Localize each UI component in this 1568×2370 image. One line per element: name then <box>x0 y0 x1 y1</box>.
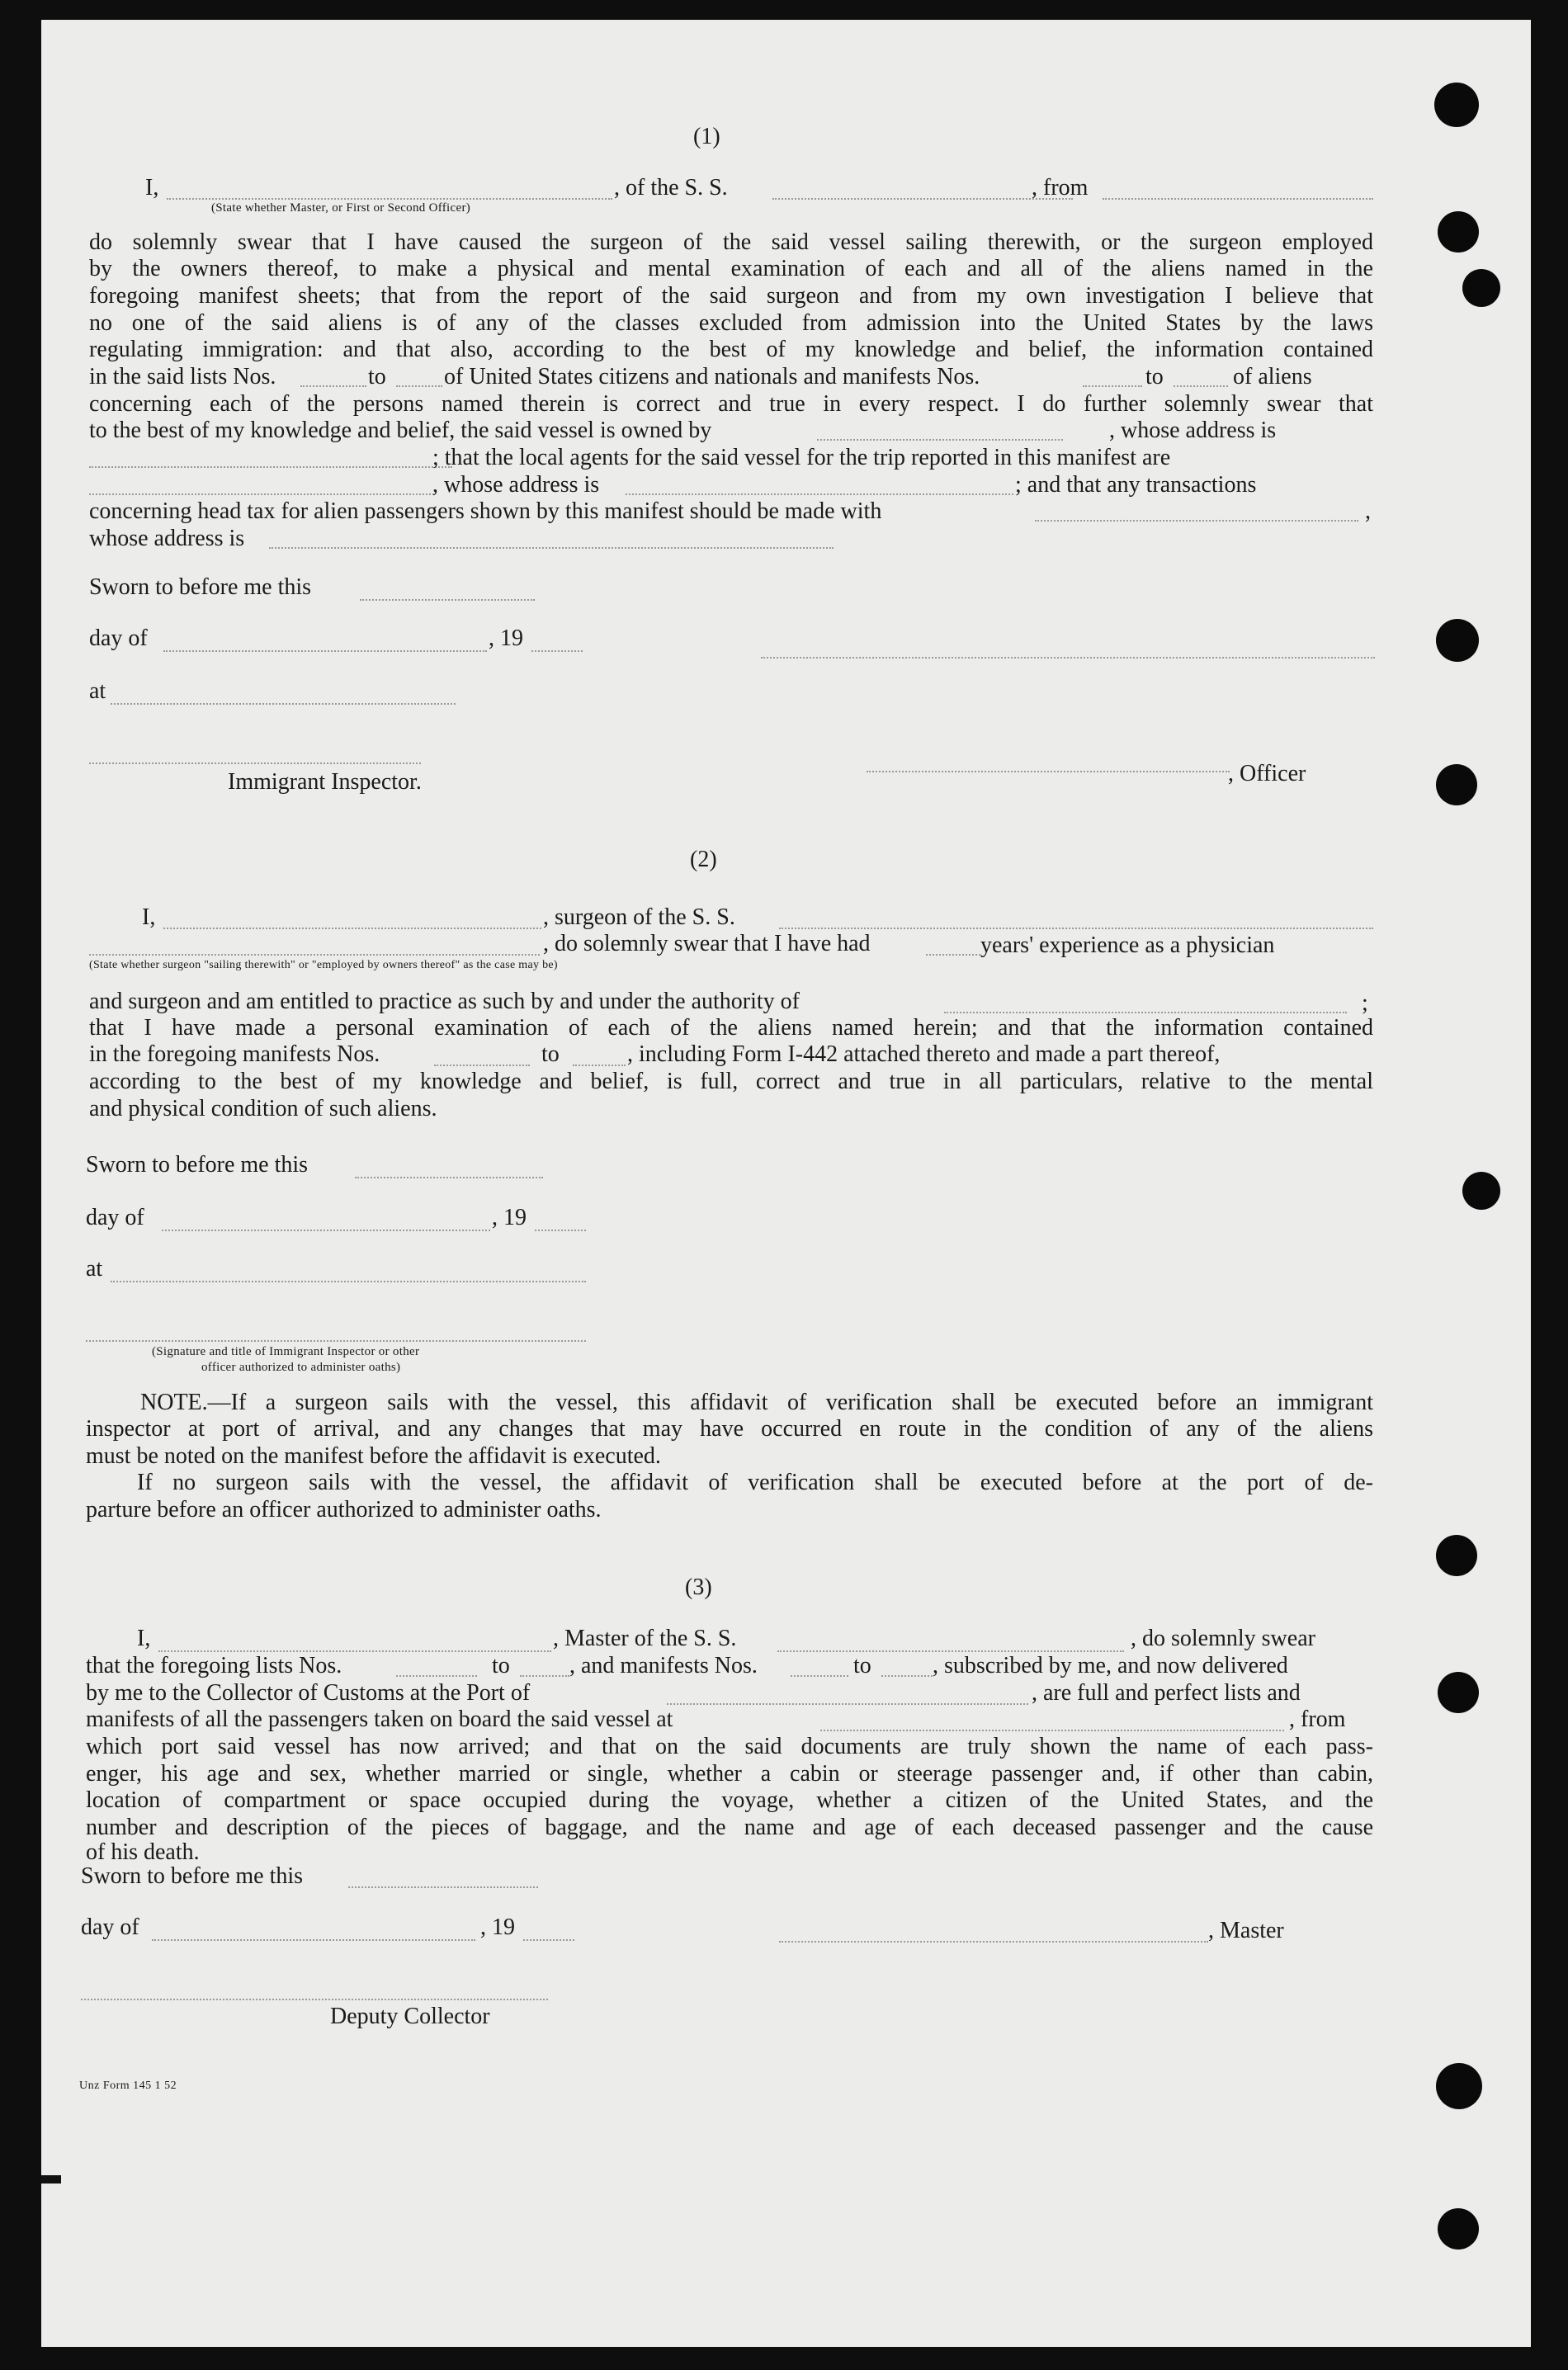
s1-headtax-party-field[interactable] <box>1035 520 1358 522</box>
s1-from-port-field[interactable] <box>1103 198 1373 200</box>
s3-l2-e: , subscribed by me, and now delivered <box>933 1653 1288 1678</box>
s3-body-line: which port said vessel has now arrived; and that on the said documents are truly shown the name of each pass- <box>86 1734 1373 1759</box>
s1-body-line: do solemnly swear that I have caused the surgeon of the said vessel sailing therewith, or the surgeon employed <box>89 229 1373 255</box>
s2-surgeon-type-field[interactable] <box>89 954 540 956</box>
s1-at-field[interactable] <box>111 703 456 705</box>
s3-master: , Master of the S. S. <box>553 1626 737 1651</box>
s1-officer: , Officer <box>1228 761 1306 786</box>
s1-whose-a: , whose address is <box>432 472 600 498</box>
s2-swear-a: , do solemnly swear that I have had <box>543 931 871 956</box>
s3-boarding-port-field[interactable] <box>820 1730 1284 1731</box>
s1-day-field[interactable] <box>163 650 487 652</box>
s3-lists-to-field[interactable] <box>520 1675 569 1677</box>
s3-day-of: day of <box>81 1914 139 1940</box>
punch-hole <box>1438 2208 1479 2250</box>
s2-authority-field[interactable] <box>944 1012 1347 1013</box>
punch-hole <box>1438 1672 1479 1713</box>
s3-l4-b: , from <box>1289 1707 1346 1732</box>
manifest-affidavit-page <box>41 20 1531 2347</box>
s2-body-line: that I have made a personal examination of each of the aliens named herein; and that the information contained <box>89 1015 1373 1041</box>
punch-hole <box>1438 211 1479 253</box>
s2-sig-note-1: (Signature and title of Immigrant Inspector or other <box>152 1345 420 1358</box>
s1-sworn: Sworn to before me this <box>89 574 312 600</box>
s1-officer-note: (State whether Master, or First or Second Officer) <box>211 201 471 215</box>
s1-manifests-from-field[interactable] <box>1083 385 1142 387</box>
s2-years-field[interactable] <box>926 954 980 956</box>
s3-l2-c: , and manifests Nos. <box>569 1653 758 1678</box>
s3-master-sig: , Master <box>1208 1918 1284 1943</box>
section-2-number: (2) <box>690 847 717 872</box>
s1-nos-c: of United States citizens and nationals and manifests Nos. <box>444 364 980 389</box>
s2-auth-end: ; <box>1362 990 1368 1016</box>
s2-sworn-field[interactable] <box>355 1177 543 1178</box>
s1-body-line: foregoing manifest sheets; that from the report of the said surgeon and from my own investigation I believe that <box>89 283 1373 309</box>
s3-swear: , do solemnly swear <box>1131 1626 1315 1651</box>
s1-day-of: day of <box>89 626 148 651</box>
s1-manifests-to-field[interactable] <box>1174 385 1228 387</box>
s2-day-field[interactable] <box>162 1230 490 1231</box>
s1-nos-e: of aliens <box>1233 364 1312 389</box>
s1-from: , from <box>1032 175 1089 201</box>
s1-year-field[interactable] <box>531 650 583 652</box>
s1-concerning-line: concerning each of the persons named therein is correct and true in every respect. I do further solemnly swear that <box>89 391 1373 417</box>
punch-hole <box>1436 1535 1477 1576</box>
s1-whose-b: ; and that any transactions <box>1015 472 1257 498</box>
s1-agents-line: ; that the local agents for the said vessel for the trip reported in this manifest are <box>432 445 1171 470</box>
s2-surgeon-name-field[interactable] <box>163 928 541 929</box>
punch-hole <box>1436 2063 1482 2109</box>
s1-body-line: no one of the said aliens is of any of the classes excluded from admission into the United States by the laws <box>89 310 1373 336</box>
s2-year: , 19 <box>492 1205 527 1230</box>
s3-deputy-signature-field[interactable] <box>81 1999 548 2000</box>
s1-officer-line-field[interactable] <box>867 771 1230 772</box>
s1-lists-to-field[interactable] <box>396 385 442 387</box>
s1-agents-address-field[interactable] <box>626 493 1013 495</box>
s1-body-line: regulating immigration: and that also, according to the best of my knowledge and belief, the information contained <box>89 337 1373 362</box>
s2-nos-c: , including Form I-442 attached thereto and made a part thereof, <box>627 1041 1221 1067</box>
s2-sig-note-2: officer authorized to administer oaths) <box>201 1361 401 1374</box>
s2-i: I, <box>142 904 156 930</box>
s1-headtax-address-field[interactable] <box>269 547 834 549</box>
s2-at: at <box>86 1256 103 1282</box>
s2-surgeon-note: (State whether surgeon "sailing therewith" or "employed by owners thereof" as the case may be) <box>89 959 558 971</box>
s1-i: I, <box>145 175 159 201</box>
s1-headtax-a: concerning head tax for alien passengers shown by this manifest should be made with <box>89 498 882 524</box>
s3-body-line: enger, his age and sex, whether married or single, whether a cabin or steerage passenger and, if other than cabin, <box>86 1761 1373 1787</box>
s1-nos-b: to <box>368 364 386 389</box>
edge-mark <box>41 2175 61 2184</box>
s3-l2-d: to <box>853 1653 871 1678</box>
s1-year: , 19 <box>489 626 523 651</box>
s3-sworn-field[interactable] <box>348 1886 538 1888</box>
s1-headtax-b: , <box>1365 498 1371 524</box>
s1-officer-signature-field[interactable] <box>761 657 1375 659</box>
s3-body-line: location of compartment or space occupied during the voyage, whether a citizen of the United States, and the <box>86 1787 1373 1813</box>
punch-hole <box>1462 1172 1500 1210</box>
s3-lists-from-field[interactable] <box>396 1675 477 1677</box>
note-line: must be noted on the manifest before the affidavit is executed. <box>86 1443 661 1469</box>
s3-year-field[interactable] <box>523 1939 574 1941</box>
note-line: inspector at port of arrival, and any changes that may have occurred en route in the condition of any of the aliens <box>86 1416 1373 1442</box>
s3-i: I, <box>137 1626 151 1651</box>
note-line: If no surgeon sails with the vessel, the affidavit of verification shall be executed before at the port of de- <box>137 1470 1373 1495</box>
s1-body-line: by the owners thereof, to make a physical and mental examination of each and all of the aliens named in the <box>89 256 1373 281</box>
s2-nos-b: to <box>541 1041 560 1067</box>
s2-signature-field[interactable] <box>86 1340 586 1342</box>
s3-manifests-from-field[interactable] <box>791 1675 848 1677</box>
s2-nos-a: in the foregoing manifests Nos. <box>89 1041 380 1067</box>
s1-officer-name-field[interactable] <box>167 198 612 200</box>
s3-l3-b: , are full and perfect lists and <box>1032 1680 1301 1706</box>
s1-owned-a: to the best of my knowledge and belief, the said vessel is owned by <box>89 418 712 443</box>
s2-ship-name-field[interactable] <box>779 928 1373 929</box>
s2-auth-line: and surgeon and am entitled to practice as such by and under the authority of <box>89 989 800 1014</box>
s1-owner-field[interactable] <box>817 439 1063 441</box>
s3-master-name-field[interactable] <box>158 1650 551 1652</box>
punch-hole <box>1434 83 1479 127</box>
section-1-number: (1) <box>693 124 720 149</box>
s2-body-line: according to the best of my knowledge and belief, is full, correct and true in all particulars, relative to the mental <box>89 1069 1373 1094</box>
punch-hole <box>1436 764 1477 805</box>
s2-at-field[interactable] <box>111 1281 586 1282</box>
punch-hole <box>1462 269 1500 307</box>
s1-lists-from-field[interactable] <box>300 385 366 387</box>
s3-year: , 19 <box>480 1914 515 1940</box>
s3-l4-a: manifests of all the passengers taken on board the said vessel at <box>86 1707 673 1732</box>
s1-agents-field[interactable] <box>89 493 434 495</box>
s3-ship-name-field[interactable] <box>777 1650 1124 1652</box>
note-line: NOTE.—If a surgeon sails with the vessel, this affidavit of verification shall be executed before an immigrant <box>140 1390 1373 1415</box>
s1-sworn-field[interactable] <box>360 599 535 601</box>
s3-deputy: Deputy Collector <box>330 2004 490 2029</box>
section-3-number: (3) <box>685 1574 712 1600</box>
s2-surgeon: , surgeon of the S. S. <box>543 904 735 930</box>
s2-year-field[interactable] <box>535 1230 586 1231</box>
s3-l2-a: that the foregoing lists Nos. <box>86 1653 342 1678</box>
note-line: parture before an officer authorized to administer oaths. <box>86 1497 602 1523</box>
s1-inspector: Immigrant Inspector. <box>228 769 422 795</box>
form-id: Unz Form 145 1 52 <box>79 2080 177 2092</box>
s2-manifests-to-field[interactable] <box>573 1065 626 1066</box>
s1-at: at <box>89 678 106 704</box>
s3-l3-a: by me to the Collector of Customs at the Port of <box>86 1680 531 1706</box>
s2-body-line: and physical condition of such aliens. <box>89 1096 437 1121</box>
s2-sworn: Sworn to before me this <box>86 1152 309 1178</box>
s3-port-field[interactable] <box>667 1703 1028 1705</box>
s3-body-line: of his death. <box>86 1839 200 1865</box>
s1-owned-b: , whose address is <box>1109 418 1277 443</box>
punch-hole <box>1436 619 1479 662</box>
s1-ship-name-field[interactable] <box>772 198 1073 200</box>
s2-manifests-from-field[interactable] <box>434 1065 530 1066</box>
s1-nos-a: in the said lists Nos. <box>89 364 276 389</box>
s1-whose-address: whose address is <box>89 526 245 551</box>
s2-swear-b: years' experience as a physician <box>980 932 1275 958</box>
s3-sworn: Sworn to before me this <box>81 1863 304 1889</box>
s3-l2-b: to <box>492 1653 510 1678</box>
s3-body-line: number and description of the pieces of baggage, and the name and age of each deceased passenger and the cause <box>86 1815 1373 1840</box>
s3-master-signature-field[interactable] <box>779 1941 1208 1943</box>
s3-manifests-to-field[interactable] <box>881 1675 933 1677</box>
s3-day-field[interactable] <box>152 1939 475 1941</box>
s1-nos-d: to <box>1145 364 1164 389</box>
s1-of-ss: , of the S. S. <box>614 175 728 201</box>
s2-day-of: day of <box>86 1205 144 1230</box>
s1-owner-address-field[interactable] <box>89 466 452 468</box>
s1-inspector-signature-field[interactable] <box>89 762 421 764</box>
